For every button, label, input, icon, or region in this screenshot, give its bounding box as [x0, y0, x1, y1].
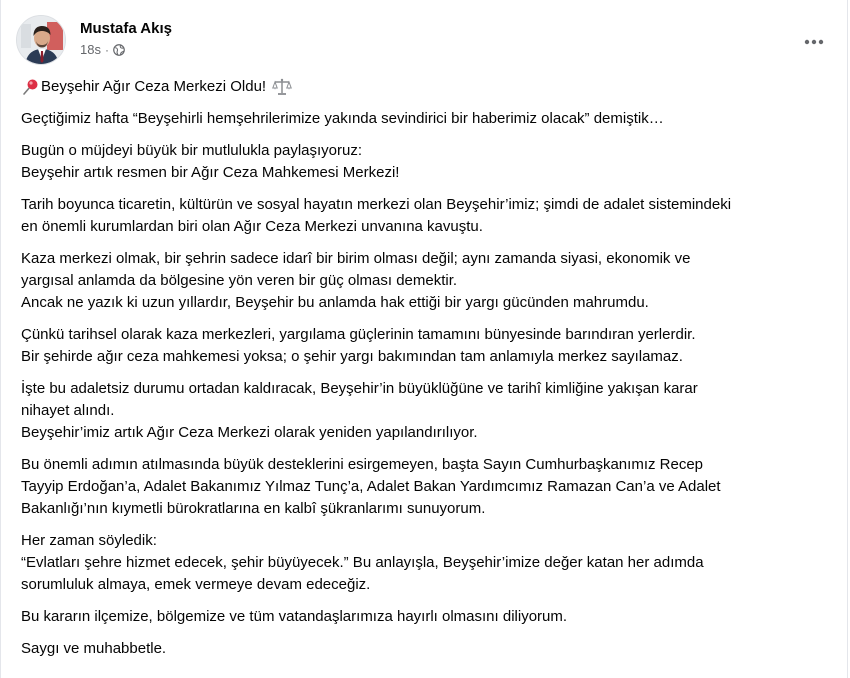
paragraph-line: Bakanlığı’nın kıymetli bürokratlarına en kalbî şükranlarımı sunuyorum.	[21, 500, 486, 517]
paragraph-2	[21, 140, 827, 184]
paragraph-line: Tarih boyunca ticaretin, kültürün ve sosyal hayatın merkezi olan Beyşehir’imiz; şimdi de adalet sistemindeki	[21, 196, 732, 213]
author-name[interactable]: Mustafa Akış	[80, 20, 172, 37]
paragraph-line: nihayet alındı.	[21, 402, 115, 419]
paragraph-6	[21, 378, 827, 444]
post-meta	[80, 42, 125, 57]
paragraph-line: Beyşehir artık resmen bir Ağır Ceza Mahkemesi Merkezi!	[21, 164, 400, 181]
paragraph-7	[21, 454, 827, 520]
paragraph-9	[21, 606, 827, 628]
paragraph-line: Ancak ne yazık ki uzun yıllardır, Beyşehir bu anlamda hak ettiği bir yargı gücünden mahrumdu.	[21, 294, 649, 311]
balance-scale-icon	[272, 78, 292, 96]
more-options-icon	[804, 39, 824, 45]
paragraph-5	[21, 324, 827, 368]
paragraph-line: Bu kararın ilçemize, bölgemize ve tüm vatandaşlarımıza hayırlı olmasını diliyorum.	[21, 608, 568, 625]
more-options-button[interactable]	[796, 24, 832, 60]
headline-text: Beyşehir Ağır Ceza Merkezi Oldu!	[41, 78, 267, 95]
paragraph-8	[21, 530, 827, 596]
paragraph-line: Beyşehir’imiz artık Ağır Ceza Merkezi olarak yeniden yapılandırılıyor.	[21, 424, 478, 441]
post-content	[21, 76, 827, 670]
paragraph-line: Kaza merkezi olmak, bir şehrin sadece idarî bir birim olması değil; aynı zamanda siyasi, ekonomik ve	[21, 250, 691, 267]
paragraph-line: Her zaman söyledik:	[21, 532, 157, 549]
post-header	[16, 14, 832, 64]
round-pushpin-icon	[21, 78, 39, 96]
avatar-photo-icon	[17, 16, 66, 65]
paragraph-line: Saygı ve muhabbetle.	[21, 640, 167, 657]
meta-separator: ·	[104, 42, 109, 57]
paragraph-10	[21, 638, 827, 660]
paragraph-3	[21, 194, 827, 238]
paragraph-line: İşte bu adaletsiz durumu ortadan kaldıracak, Beyşehir’in büyüklüğüne ve tarihî kimliğine yakışan karar	[21, 380, 698, 397]
paragraph-line: sorumluluk almaya, emek vermeye devam edeceğiz.	[21, 576, 371, 593]
paragraph-line: Çünkü tarihsel olarak kaza merkezleri, yargılama güçlerinin tamamını bünyesinde barındıran yerlerdir.	[21, 326, 696, 343]
paragraph-4	[21, 248, 827, 314]
paragraph-line: Bir şehirde ağır ceza mahkemesi yoksa; o şehir yargı bakımından tam anlamıyla merkez sayılamaz.	[21, 348, 683, 365]
paragraph-line: yargısal anlamda da bölgesine yön veren bir güç olması demektir.	[21, 272, 458, 289]
paragraph-line: “Evlatları şehre hizmet edecek, şehir büyüyecek.” Bu anlayışla, Beyşehir’imize değer katan her adımda	[21, 554, 704, 571]
paragraph-line: Bugün o müjdeyi büyük bir mutlulukla paylaşıyoruz:	[21, 142, 363, 159]
post-time[interactable]: 18s	[80, 42, 101, 57]
paragraph-line: Bu önemli adımın atılmasında büyük desteklerini esirgemeyen, başta Sayın Cumhurbaşkanımız Recep	[21, 456, 704, 473]
paragraph-line: Tayyip Erdoğan’a, Adalet Bakanımız Yılmaz Tunç’a, Adalet Bakan Yardımcımız Ramazan Can’a ve Adalet	[21, 478, 721, 495]
post-headline	[21, 76, 827, 98]
paragraph-1	[21, 108, 827, 130]
paragraph-line: en önemli kurumlardan biri olan Ağır Ceza Merkezi unvanına kavuştu.	[21, 218, 483, 235]
avatar[interactable]	[16, 15, 66, 65]
globe-icon[interactable]	[113, 44, 125, 56]
paragraph-line: Geçtiğimiz hafta “Beyşehirli hemşehrilerimize yakında sevindirici bir haberimiz olacak” demiştik…	[21, 110, 664, 127]
